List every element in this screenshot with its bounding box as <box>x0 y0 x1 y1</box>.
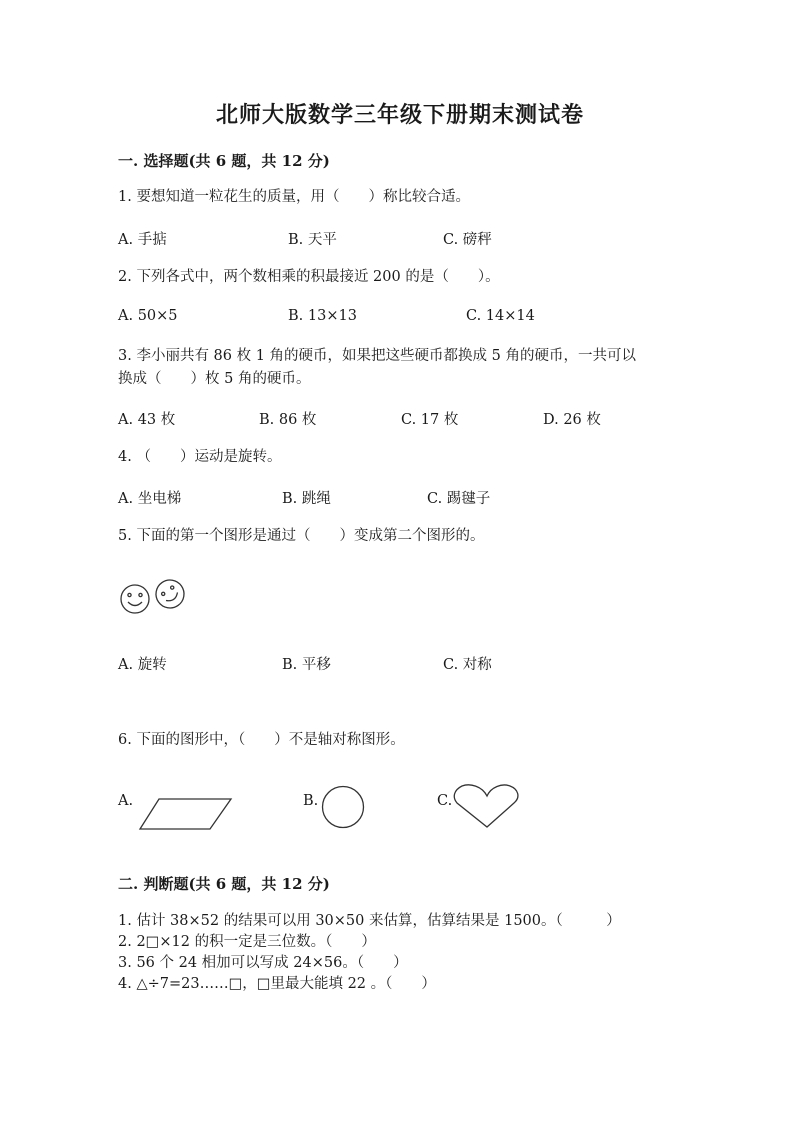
question-3-option-b: B. 86 枚 <box>259 412 317 428</box>
heart-shape-icon <box>452 783 522 829</box>
question-3-option-d: D. 26 枚 <box>543 412 601 428</box>
question-2-option-c: C. 14×14 <box>466 308 535 324</box>
question-3-text-line1: 3. 李小丽共有 86 枚 1 角的硬币，如果把这些硬币都换成 5 角的硬币，一共可以 <box>118 348 636 364</box>
question-6-option-a: A. <box>118 793 134 809</box>
question-2-text: 2. 下列各式中，两个数相乘的积最接近 200 的是（ ）。 <box>118 269 500 285</box>
judgement-2-text: 2. 2□×12 的积一定是三位数。（ ） <box>118 934 376 950</box>
section-heading-judgement: 二. 判断题(共 6 题，共 12 分) <box>118 875 330 893</box>
question-2-option-b: B. 13×13 <box>288 308 357 324</box>
question-5-text: 5. 下面的第一个图形是通过（ ）变成第二个图形的。 <box>118 528 485 544</box>
question-4-option-a: A. 坐电梯 <box>118 491 182 507</box>
question-1-option-a: A. 手掂 <box>118 232 167 248</box>
question-3-option-c: C. 17 枚 <box>401 412 459 428</box>
question-6-option-b: B. <box>303 793 319 809</box>
question-4-option-c: C. 踢毽子 <box>427 491 491 507</box>
question-5-option-b: B. 平移 <box>282 657 331 673</box>
question-4-option-b: B. 跳绳 <box>282 491 331 507</box>
question-1-option-b: B. 天平 <box>288 232 337 248</box>
smiley-figures <box>118 578 190 618</box>
smiley-face-rotated-icon <box>151 575 190 614</box>
question-2-option-a: A. 50×5 <box>118 308 178 324</box>
judgement-3-text: 3. 56 个 24 相加可以写成 24×56。（ ） <box>118 955 408 971</box>
judgement-4-text: 4. △÷7=23……□，□里最大能填 22 。（ ） <box>118 976 436 992</box>
question-6-text: 6. 下面的图形中，（ ）不是轴对称图形。 <box>118 732 405 748</box>
section-heading-choice: 一. 选择题(共 6 题，共 12 分) <box>118 152 330 170</box>
question-5-option-a: A. 旋转 <box>118 657 167 673</box>
parallelogram-shape-icon <box>138 796 234 832</box>
page-title: 北师大版数学三年级下册期末测试卷 <box>215 102 584 128</box>
question-6-option-c: C. <box>437 793 453 809</box>
question-4-text: 4. （ ）运动是旋转。 <box>118 449 282 465</box>
judgement-1-text: 1. 估计 38×52 的结果可以用 30×50 来估算，估算结果是 1500。（ ） <box>118 913 621 929</box>
question-5-option-c: C. 对称 <box>443 657 492 673</box>
question-1-option-c: C. 磅秤 <box>443 232 492 248</box>
circle-shape-icon <box>321 784 365 830</box>
smiley-face-upright-icon <box>121 585 149 613</box>
question-1-text: 1. 要想知道一粒花生的质量，用（ ）称比较合适。 <box>118 189 470 205</box>
question-3-text-line2: 换成（ ）枚 5 角的硬币。 <box>118 371 311 387</box>
question-3-option-a: A. 43 枚 <box>118 412 176 428</box>
